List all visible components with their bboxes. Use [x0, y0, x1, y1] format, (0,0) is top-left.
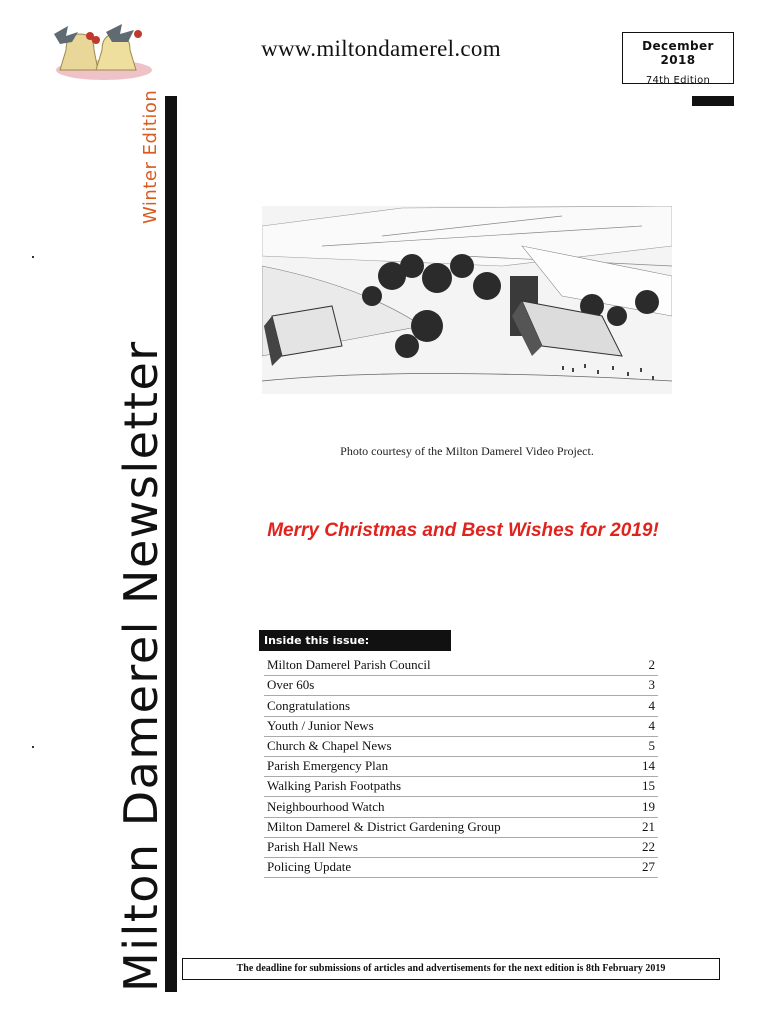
toc-page: 15 — [642, 778, 655, 794]
toc-title: Walking Parish Footpaths — [267, 778, 402, 794]
toc-page: 22 — [642, 838, 655, 854]
masthead-title: Milton Damerel Newsletter — [114, 340, 168, 992]
toc-title: Church & Chapel News — [267, 737, 392, 753]
toc-page: 4 — [648, 697, 655, 713]
season-label: Winter Edition — [140, 89, 161, 224]
toc-row[interactable] — [264, 717, 658, 737]
toc-title: Parish Hall News — [267, 838, 358, 854]
toc-row[interactable] — [264, 858, 658, 878]
toc-page: 19 — [642, 798, 655, 814]
toc-row[interactable] — [264, 737, 658, 757]
toc-page: 14 — [642, 758, 655, 774]
toc-page: 27 — [642, 859, 655, 875]
table-of-contents — [264, 656, 658, 878]
toc-page: 4 — [648, 717, 655, 733]
toc-title: Policing Update — [267, 859, 352, 875]
toc-row[interactable] — [264, 797, 658, 817]
toc-row[interactable] — [264, 818, 658, 838]
stray-mark — [32, 746, 34, 748]
toc-row[interactable] — [264, 838, 658, 858]
toc-title: Youth / Junior News — [267, 717, 374, 733]
toc-title: Milton Damerel & District Gardening Group — [267, 818, 501, 834]
toc-row[interactable] — [264, 696, 658, 716]
photo-caption: Photo courtesy of the Milton Damerel Video Project. — [340, 444, 594, 458]
toc-heading: Inside this issue: — [259, 630, 451, 651]
decorative-tab — [692, 96, 734, 106]
toc-page: 3 — [648, 677, 655, 693]
stray-mark — [32, 256, 34, 258]
submission-deadline: The deadline for submissions of articles and advertisements for the next edition is 8th February 2019 — [182, 958, 720, 980]
toc-page: 5 — [648, 737, 655, 753]
issue-date: December 2018 — [642, 39, 714, 67]
toc-page: 21 — [642, 818, 655, 834]
edition-number: 74th Edition — [645, 75, 711, 86]
toc-row[interactable] — [264, 757, 658, 777]
toc-title: Milton Damerel Parish Council — [267, 657, 431, 673]
toc-page: 2 — [648, 657, 655, 673]
toc-row[interactable] — [264, 676, 658, 696]
edition-box — [622, 32, 734, 84]
christmas-greeting: Merry Christmas and Best Wishes for 2019! — [267, 520, 659, 541]
toc-title: Neighbourhood Watch — [267, 798, 385, 814]
toc-row[interactable] — [264, 777, 658, 797]
toc-title: Congratulations — [267, 697, 351, 713]
website-url[interactable]: www.miltondamerel.com — [261, 36, 501, 61]
toc-title: Over 60s — [267, 677, 315, 693]
toc-row[interactable] — [264, 656, 658, 676]
holly-bells-icon — [46, 20, 156, 86]
toc-title: Parish Emergency Plan — [267, 758, 389, 774]
snowy-village-church-photo — [262, 206, 672, 394]
